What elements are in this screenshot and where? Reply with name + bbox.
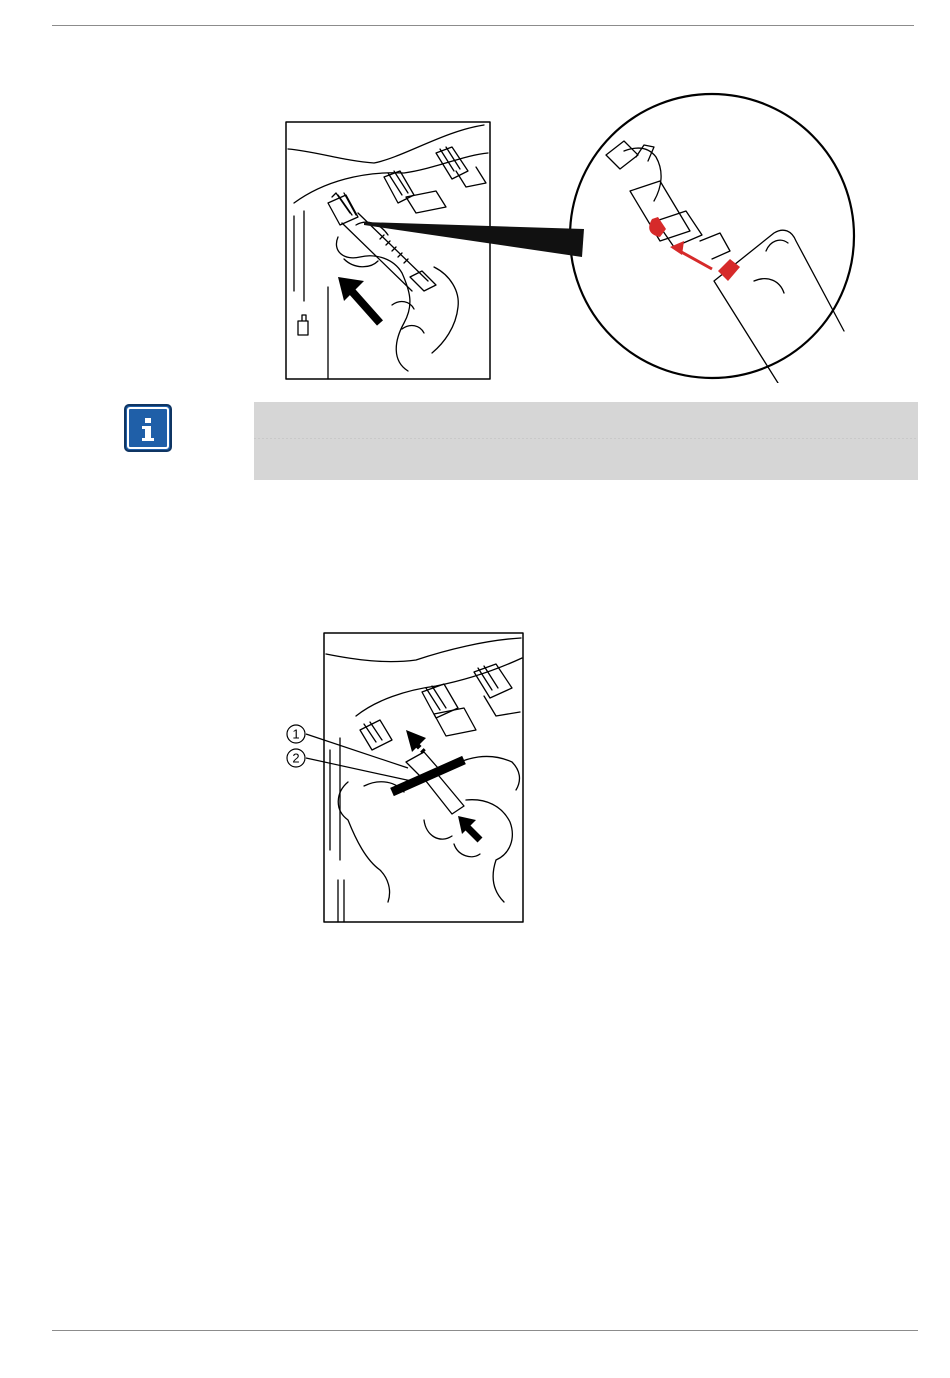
release-coupling-illustration: [276, 630, 528, 926]
info-icon: [124, 404, 172, 452]
info-note-box: [254, 402, 918, 480]
header-rule: [52, 25, 914, 26]
callout-1-label: 1: [292, 726, 300, 742]
callout-2-label: 2: [292, 750, 300, 766]
info-note-divider: [254, 438, 918, 439]
connect-handpiece-illustration: [284, 91, 864, 383]
footer-rule: [52, 1330, 918, 1331]
